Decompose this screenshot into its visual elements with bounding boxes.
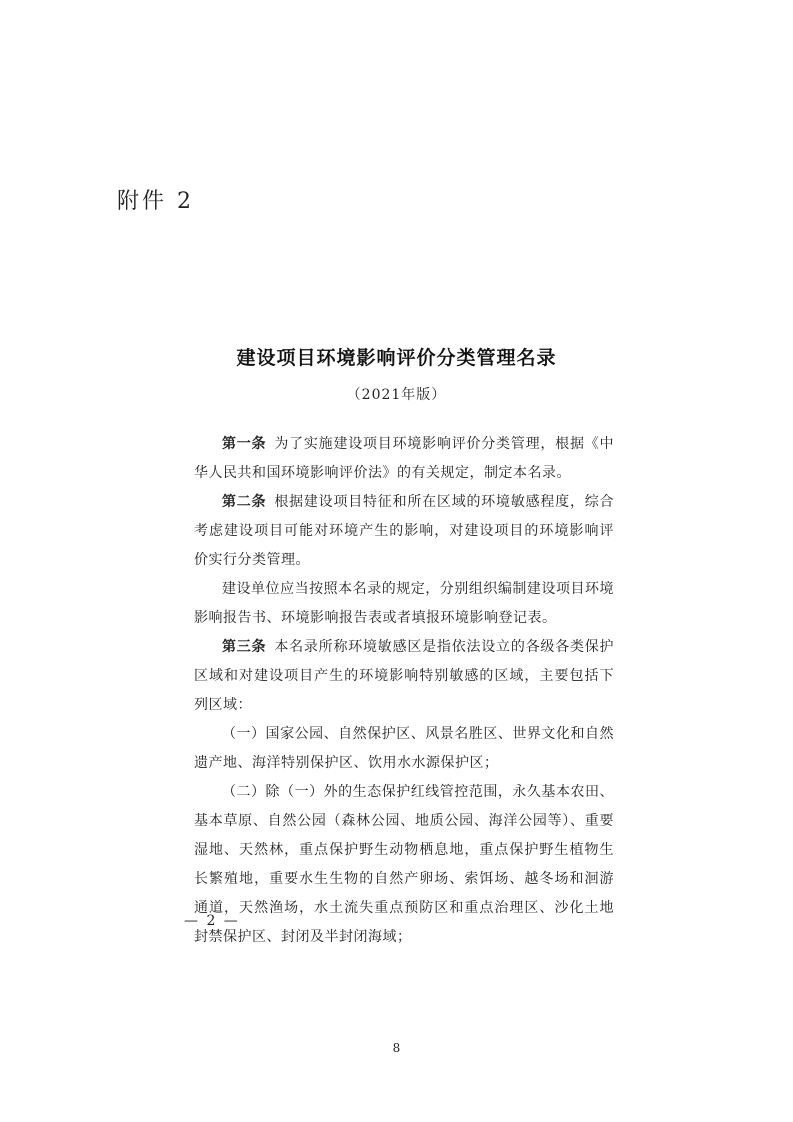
paragraph-text: 为了实施建设项目环境影响评价分类管理，根据《中华人民共和国环境影响评价法》的有关规定，制定本名录。 xyxy=(194,436,615,481)
page-marker: — 2 — xyxy=(184,913,240,929)
paragraph-text: 本名录所称环境敏感区是指依法设立的各级各类保护区域和对建设项目产生的环境影响特别敏感的区域，主要包括下列区域： xyxy=(194,639,615,713)
paragraph-item-2 xyxy=(194,778,614,952)
paragraph-text: 建设单位应当按照本名录的规定，分别组织编制建设项目环境影响报告书、环境影响报告表或者填报环境影响登记表。 xyxy=(194,581,614,626)
paragraph-article-2 xyxy=(194,488,614,575)
article-number: 第三条 xyxy=(222,639,267,655)
paragraph-text: （二）除（一）外的生态保护红线管控范围，永久基本农田、基本草原、自然公园（森林公园、地质公园、海洋公园等）、重要湿地、天然林，重点保护野生动物栖息地，重点保护野生植物生长繁殖地，重要水生生物的自然产卵场、索饵场、越冬场和洄游通道，天然渔场，水土流失重点预防区和重点治理区、沙化土地封禁保护区、封闭及半封闭海域； xyxy=(194,784,614,945)
document-edition: （2021年版） xyxy=(346,387,447,403)
paragraph-item-1 xyxy=(194,720,614,778)
paragraph-text: 根据建设项目特征和所在区域的环境敏感程度，综合考虑建设项目可能对环境产生的影响，对建设项目的环境影响评价实行分类管理。 xyxy=(194,494,615,568)
article-number: 第二条 xyxy=(222,494,267,510)
paragraph-text: （一）国家公园、自然保护区、风景名胜区、世界文化和自然遗产地、海洋特别保护区、饮用水水源保护区； xyxy=(194,726,614,771)
document-title: 建设项目环境影响评价分类管理名录 xyxy=(236,347,557,369)
article-number: 第一条 xyxy=(222,436,267,452)
paragraph-article-1 xyxy=(194,430,614,488)
page-number: 8 xyxy=(392,1041,401,1055)
attachment-label: 附件 2 xyxy=(117,189,194,214)
paragraph-article-2-continued xyxy=(194,575,614,633)
paragraph-article-3 xyxy=(194,633,614,720)
document-body xyxy=(194,430,614,952)
